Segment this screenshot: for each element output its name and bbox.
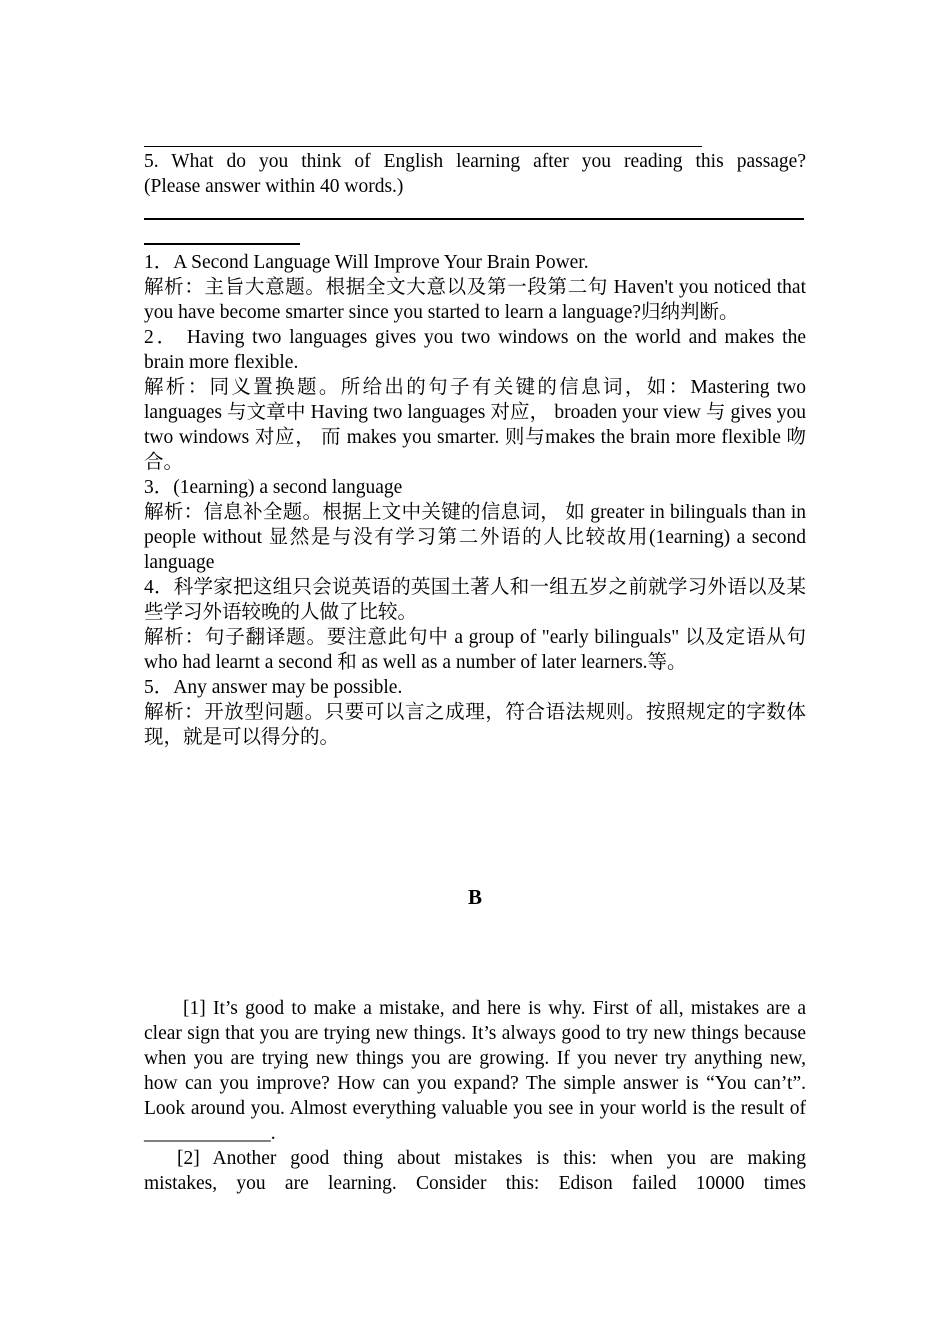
answer-key: [144, 250, 806, 750]
answer-4: 4．科学家把这组只会说英语的英国土著人和一组五岁之前就学习外语以及某些学习外语较晚的人做了比较。: [144, 577, 806, 623]
answer-blank-line: [144, 146, 702, 147]
question-5: [144, 149, 806, 199]
question-5-instruction: (Please answer within 40 words.): [144, 176, 404, 197]
explanation-5: 解析：开放型问题。只要可以言之成理，符合语法规则。按照规定的字数体现，就是可以得分的。: [144, 702, 806, 748]
explanation-4: 解析：句子翻译题。要注意此句中 a group of "early bilinguals" 以及定语从句 who had learnt a second 和 as well as a number of later learners.等。: [144, 627, 806, 673]
answer-3: 3．(1earning) a second language: [144, 477, 403, 498]
answer-5: 5．Any answer may be possible.: [144, 677, 403, 698]
passage-b: [144, 996, 806, 1196]
question-5-prompt: 5. What do you think of English learning after you reading this passage?: [144, 151, 806, 172]
answer-1: 1．A Second Language Will Improve Your Brain Power.: [144, 252, 589, 273]
passage-paragraph-2: [2] Another good thing about mistakes is this: when you are making: [177, 1148, 806, 1169]
answer-line-continued: [144, 243, 300, 245]
explanation-1: 解析：主旨大意题。根据全文大意以及第一段第二句 Haven't you noticed that you have become smarter since you started to learn a language?归纳判断。: [144, 277, 806, 323]
answer-2: 2． Having two languages gives you two windows on the world and makes the brain more flexible.: [144, 327, 806, 373]
explanation-3: 解析：信息补全题。根据上文中关键的信息词， 如 greater in bilinguals than in people without 显然是与没有学习第二外语的人比较故用(1earning) a second language: [144, 502, 806, 573]
explanation-2: 解析：同义置换题。所给出的句子有关键的信息词，如：Mastering two languages 与文章中 Having two languages 对应， broaden your view 与 gives you two windows 对应， 而 makes you smarter. 则与makes the brain more flexible 吻合。: [144, 377, 806, 473]
passage-paragraph-2-continued: mistakes, you are learning. Consider this: Edison failed 10000 times: [144, 1173, 806, 1194]
section-heading: B: [467, 885, 482, 909]
answer-line: [144, 218, 804, 220]
passage-paragraph-1: [1] It’s good to make a mistake, and here is why. First of all, mistakes are a clear sign that you are trying new things. It’s always good to try new things because when you are trying new things you are growing. If you never try anything new, how can you improve? How can you expand? The simple answer is “You can’t”. Look around you. Almost everything valuable you see in your world is the result of _____________.: [144, 998, 806, 1144]
